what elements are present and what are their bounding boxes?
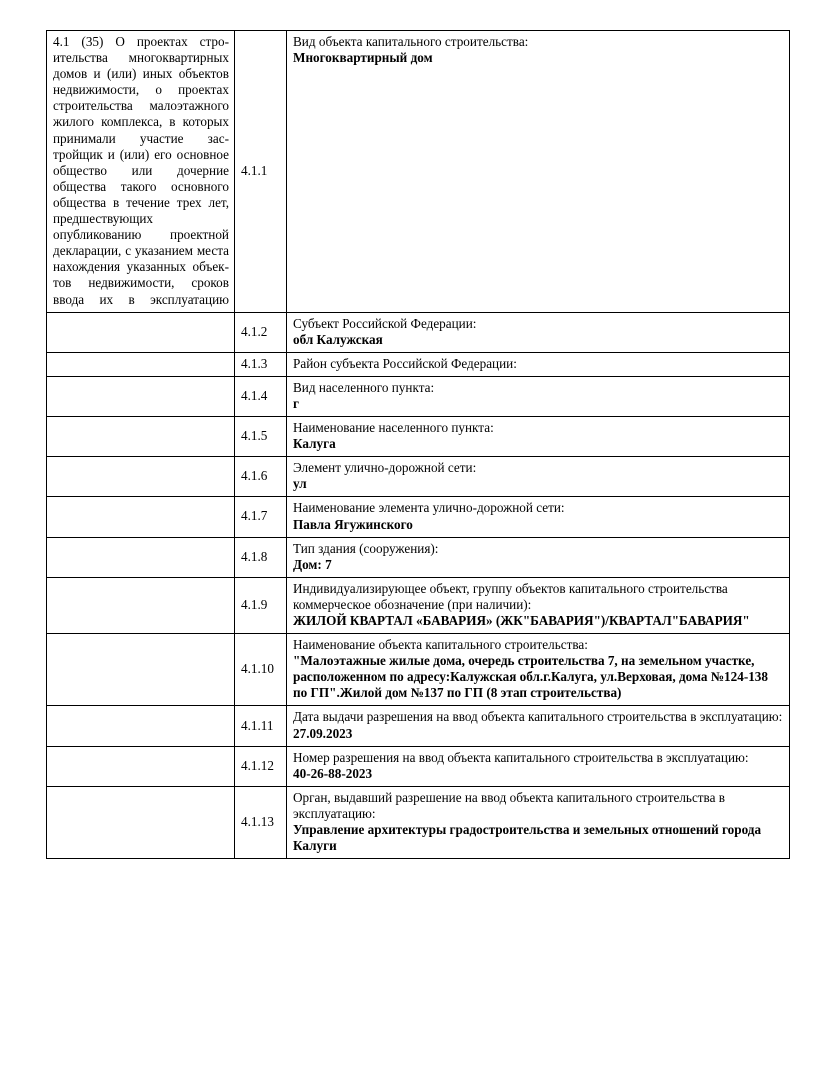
row-value: Павла Ягужинского [293, 516, 413, 532]
table-row [47, 746, 790, 786]
row-code: 4.1.3 [235, 352, 287, 376]
section-spacer-cell [47, 786, 235, 858]
section-spacer-cell [47, 634, 235, 706]
row-body [287, 706, 790, 746]
row-code: 4.1.7 [235, 497, 287, 537]
row-value: 40-26-88-2023 [293, 765, 373, 781]
section-spacer-cell [47, 376, 235, 416]
table-row [47, 312, 790, 352]
row-code: 4.1.6 [235, 457, 287, 497]
section-spacer-cell [47, 746, 235, 786]
row-body [287, 537, 790, 577]
row-label: Индивидуализирующее объект, группу объектов капитального строительства коммерческое обозначение (при наличии): [293, 580, 728, 612]
row-value: ул [293, 476, 307, 492]
table-row [47, 417, 790, 457]
row-code: 4.1.4 [235, 376, 287, 416]
row-body [287, 376, 790, 416]
row-code: 4.1.13 [235, 786, 287, 858]
row-body [287, 634, 790, 706]
table-row [47, 706, 790, 746]
row-code: 4.1.5 [235, 417, 287, 457]
row-body [287, 457, 790, 497]
table-row [47, 786, 790, 858]
row-label: Элемент улично-дорожной сети: [293, 460, 477, 476]
section-spacer-cell [47, 457, 235, 497]
row-value: обл Калужская [293, 331, 383, 347]
table-row [47, 634, 790, 706]
row-value: г [293, 395, 299, 411]
row-label: Наименование населенного пункта: [293, 420, 494, 436]
row-code: 4.1.2 [235, 312, 287, 352]
row-code: 4.1.8 [235, 537, 287, 577]
row-value: Калуга [293, 436, 336, 452]
table-row [47, 577, 790, 633]
table-row [47, 352, 790, 376]
table-row [47, 537, 790, 577]
row-label: Наименование объекта капитального строительства: [293, 637, 588, 653]
row-label: Наименование элемента улично-дорожной сети: [293, 500, 565, 516]
row-value: 27.09.2023 [293, 725, 353, 741]
section-spacer-cell [47, 312, 235, 352]
section-title-cell: 4.1 (35) О проектах строительства многоквартирных домов и (или) иных объектов недвижимости, о проектах строительства малоэтажного жилого комплекса, в которых принимали участие застройщик и (или) его основное общество или дочерние общества такого основного общества в течение трех лет, предшествующих опубликованию проектной декларации, с указанием места нахождения указанных объектов недвижимости, сроков ввода их в эксплуатацию [47, 31, 235, 313]
row-body [287, 746, 790, 786]
row-body [287, 352, 790, 376]
row-value: Дом: 7 [293, 556, 332, 572]
section-spacer-cell [47, 417, 235, 457]
row-code: 4.1.11 [235, 706, 287, 746]
row-value: Многоквартирный дом [293, 50, 433, 66]
section-spacer-cell [47, 706, 235, 746]
row-value: Управление архитектуры градостроительства и земельных отношений города Калуги [293, 822, 762, 854]
row-label: Дата выдачи разрешения на ввод объекта капитального строительства в эксплуатацию: [293, 709, 783, 725]
row-label: Орган, выдавший разрешение на ввод объекта капитального строительства в эксплуатацию: [293, 789, 725, 821]
row-body [287, 31, 790, 313]
row-value: ЖИЛОЙ КВАРТАЛ «БАВАРИЯ» (ЖК"БАВАРИЯ")/КВАРТАЛ"БАВАРИЯ" [293, 613, 750, 628]
row-code: 4.1.9 [235, 577, 287, 633]
row-body [287, 577, 790, 633]
table-row [47, 376, 790, 416]
row-value: "Малоэтажные жилые дома, очередь строительства 7, на земельном участке, расположенном по адресу:Калужская обл.г.Калуга, ул.Верховая, дома №124-138 по ГП".Жилой дом №137 по ГП (8 этап строительства) [293, 653, 768, 701]
row-label: Район субъекта Российской Федерации: [293, 355, 517, 371]
row-body [287, 497, 790, 537]
section-spacer-cell [47, 537, 235, 577]
section-spacer-cell [47, 577, 235, 633]
table-row [47, 31, 790, 313]
row-body [287, 786, 790, 858]
row-label: Вид объекта капитального строительства: [293, 34, 529, 49]
row-code: 4.1.1 [235, 31, 287, 313]
row-code: 4.1.12 [235, 746, 287, 786]
row-label: Субъект Российской Федерации: [293, 315, 477, 331]
row-label: Вид населенного пункта: [293, 379, 435, 395]
row-code: 4.1.10 [235, 634, 287, 706]
table-row [47, 457, 790, 497]
section-spacer-cell [47, 352, 235, 376]
table-row [47, 497, 790, 537]
row-body [287, 417, 790, 457]
row-label: Номер разрешения на ввод объекта капитального строительства в эксплуатацию: [293, 749, 749, 765]
section-spacer-cell [47, 497, 235, 537]
declaration-table [46, 30, 790, 859]
row-label: Тип здания (сооружения): [293, 540, 439, 556]
row-body [287, 312, 790, 352]
